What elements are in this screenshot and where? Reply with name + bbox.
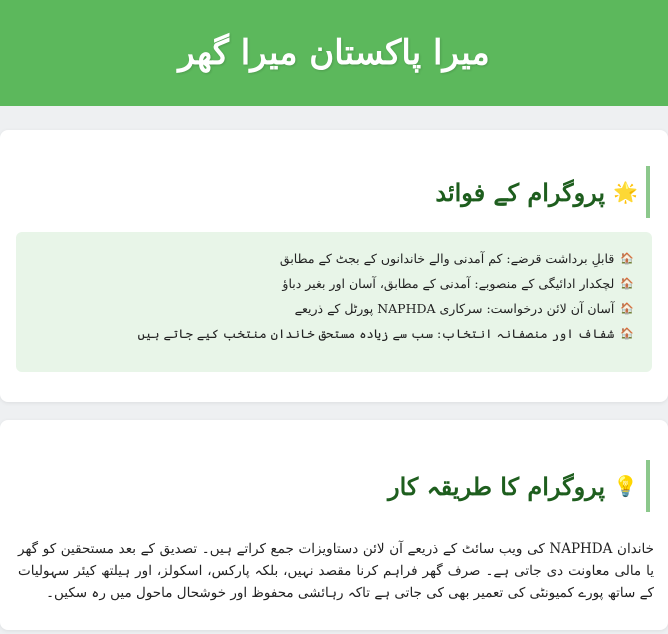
house-icon: 🏠 — [620, 327, 634, 340]
method-description: خاندان NAPHDA کی ویب سائٹ کے ذریعے آن لائن دستاویزات جمع کراتے ہیں۔ تصدیق کے بعد مستحقین کو گھر یا مالی معاونت دی جاتی ہے۔ صرف گھر فراہم کرنا مقصد نہیں، بلکہ پارکس، اسکولز، اور ہیلتھ کیئر سہولیات کے ساتھ پورے کمیونٹی کی تعمیر بھی کی جاتی ہے تاکہ رہائشی محفوظ اور خوشحال ماحول میں رہ سکیں۔ — [18, 540, 654, 601]
list-item-text: شفاف اور منصفانہ انتخاب: سب سے زیادہ مستحق خاندان منتخب کیے جاتے ہیں — [137, 326, 615, 341]
list-item — [24, 246, 634, 271]
list-item — [24, 321, 634, 346]
sun-icon: 🌟 — [613, 180, 638, 204]
house-icon: 🏠 — [620, 302, 634, 315]
list-item — [24, 296, 634, 321]
benefits-heading — [435, 166, 650, 218]
benefits-card — [0, 130, 668, 402]
method-card — [0, 420, 668, 630]
list-item-text: آسان آن لائن درخواست: سرکاری NAPHDA پورٹل کے ذریعے — [294, 301, 615, 316]
page-header — [0, 0, 668, 106]
list-item — [24, 271, 634, 296]
lightbulb-icon: 💡 — [613, 474, 638, 498]
page-title: میرا پاکستان میرا گھر — [178, 33, 490, 73]
benefits-list — [24, 246, 644, 346]
list-item-text: لچکدار ادائیگی کے منصوبے: آمدنی کے مطابق، آسان اور بغیر دباؤ — [282, 276, 615, 291]
method-heading — [388, 460, 650, 512]
benefits-title: پروگرام کے فوائد — [435, 177, 606, 207]
house-icon: 🏠 — [620, 277, 634, 290]
list-item-text: قابلِ برداشت قرضے: کم آمدنی والے خاندانوں کے بجٹ کے مطابق — [279, 251, 615, 266]
house-icon: 🏠 — [620, 252, 634, 265]
method-title: پروگرام کا طریقہ کار — [388, 471, 606, 501]
benefits-box — [16, 232, 652, 372]
